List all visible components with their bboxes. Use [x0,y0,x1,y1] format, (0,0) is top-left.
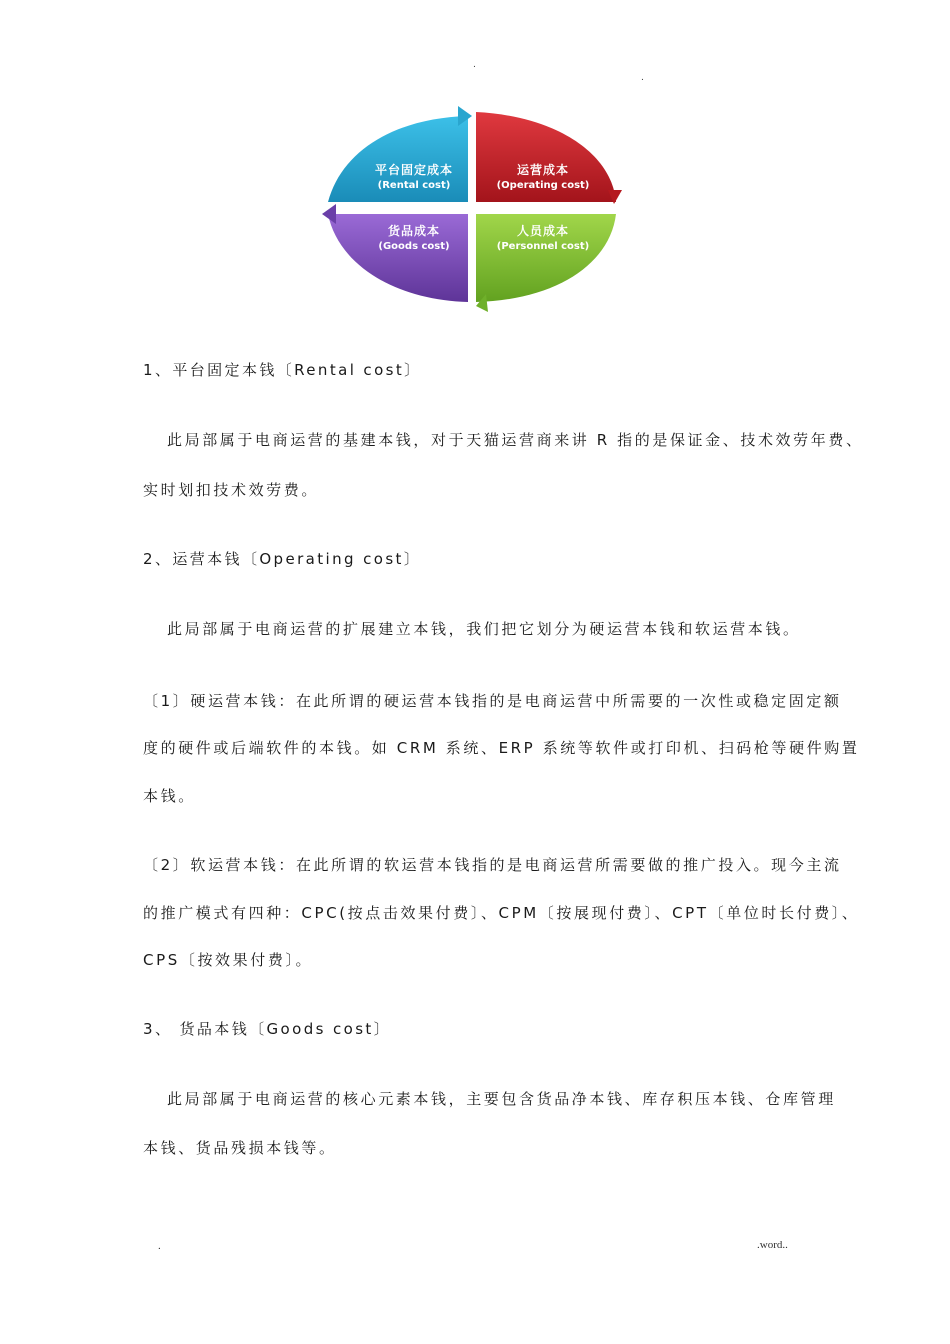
quadrant-operating-sub: (Operating cost) [496,180,590,191]
paragraph-operating: 此局部属于电商运营的扩展建立本钱，我们把它划分为硬运营本钱和软运营本钱。 [167,620,801,638]
paragraph-hard-cost-line-3: 本钱。 [143,787,196,805]
paragraph-rental-line-1: 此局部属于电商运营的基建本钱，对于天猫运营商来讲 R 指的是保证金、技术效劳年费、 [167,431,864,449]
heading-rental-cost: 1、平台固定本钱〔Rental cost〕 [143,361,422,379]
heading-goods-cost: 3、 货品本钱〔Goods cost〕 [143,1020,392,1038]
quadrant-rental-title: 平台固定成本 [374,163,453,177]
quadrant-personnel-title: 人员成本 [516,224,569,238]
paragraph-rental-line-2: 实时划扣技术效劳费。 [143,481,320,499]
cost-cycle-graphic [322,104,628,314]
heading-operating-cost: 2、运营本钱〔Operating cost〕 [143,550,422,568]
quadrant-goods-sub: (Goods cost) [378,241,450,252]
quadrant-rental-sub: (Rental cost) [377,180,451,191]
quadrant-goods-title: 货品成本 [387,224,440,238]
paragraph-soft-cost-line-2: 的推广模式有四种：CPC(按点击效果付费〕、CPM〔按展现付费〕、CPT〔单位时长付费〕、 [143,904,860,922]
paragraph-goods-line-1: 此局部属于电商运营的核心元素本钱，主要包含货品净本钱、库存积压本钱、仓库管理 [167,1090,836,1108]
footer-dot: . [158,1240,161,1252]
paragraph-hard-cost-line-2: 度的硬件或后端软件的本钱。如 CRM 系统、ERP 系统等软件或打印机、扫码枪等硬件购置 [143,739,860,757]
arrow-goods [322,204,336,224]
quadrant-operating-title: 运营成本 [516,163,569,177]
paragraph-soft-cost-line-1: 〔2〕软运营本钱：在此所谓的软运营本钱指的是电商运营所需要做的推广投入。现今主流 [143,856,842,874]
paragraph-hard-cost-line-1: 〔1〕硬运营本钱：在此所谓的硬运营本钱指的是电商运营中所需要的一次性或稳定固定额 [143,692,842,710]
quadrant-personnel-sub: (Personnel cost) [496,241,590,252]
header-dot-left: . [473,60,476,70]
cost-cycle-diagram [322,104,628,314]
paragraph-soft-cost-line-3: CPS〔按效果付费〕。 [143,951,314,969]
footer-word-mark: .word.. [757,1239,788,1251]
paragraph-goods-line-2: 本钱、货品残损本钱等。 [143,1139,337,1157]
header-dot-right: . [641,73,644,83]
